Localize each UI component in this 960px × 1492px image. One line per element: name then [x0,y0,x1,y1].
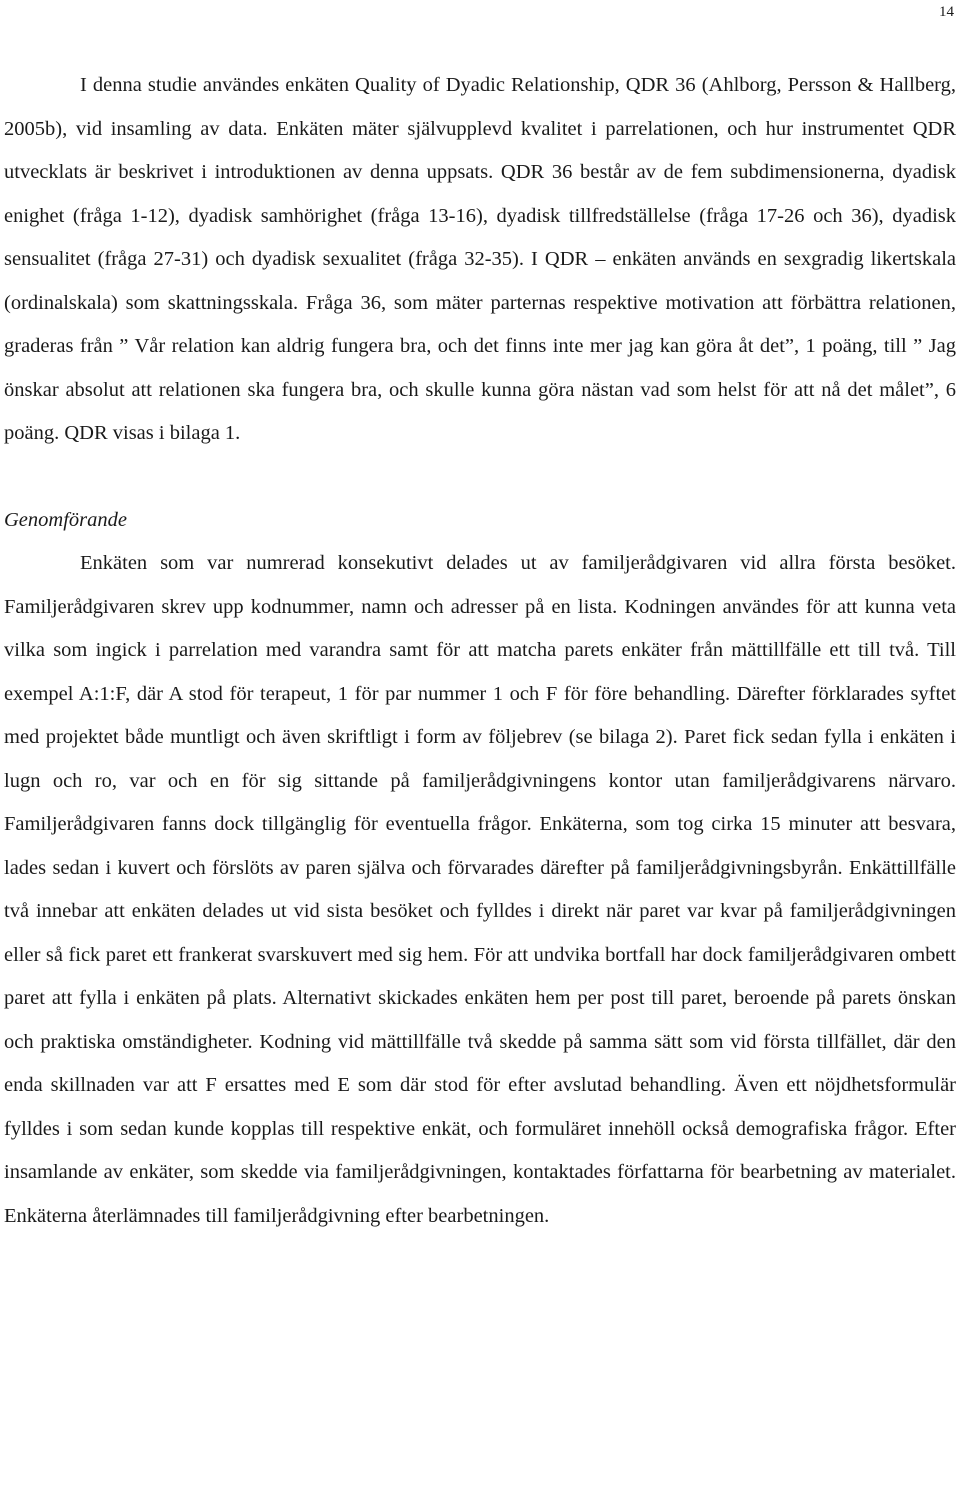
document-body [4,64,956,1238]
intro-paragraph: I denna studie användes enkäten Quality of Dyadic Relationship, QDR 36 (Ahlborg, Persson & Hallberg, 2005b), vid insamling av data. Enkäten mäter självupplevd kvalitet i parrelationen, och hur instrumentet QDR utvecklats är beskrivet i introduktionen av denna uppsats. QDR 36 består av de fem subdimensionerna, dyadisk enighet (fråga 1-12), dyadisk samhörighet (fråga 13-16), dyadisk tillfredställelse (fråga 17-26 och 36), dyadisk sensualitet (fråga 27-31) och dyadisk sexualitet (fråga 32-35). I QDR – enkäten används en sexgradig likertskala (ordinalskala) som skattningsskala. Fråga 36, som mäter parternas respektive motivation att förbättra relationen, graderas från ” Vår relation kan aldrig fungera bra, och det finns inte mer jag kan göra åt det”, 1 poäng, till ” Jag önskar absolut att relationen ska fungera bra, och skulle kunna göra nästan vad som helst för att nå det målet”, 6 poäng. QDR visas i bilaga 1. [4,74,956,444]
section-heading-genomforande: Genomförande [4,508,127,531]
genomforande-paragraph: Enkäten som var numrerad konsekutivt delades ut av familjerådgivaren vid allra första besöket. Familjerådgivaren skrev upp kodnummer, namn och adresser på en lista. Kodningen användes för att kunna veta vilka som ingick i parrelation med varandra samt för att matcha parets enkäter från mättillfälle ett till två. Till exempel A:1:F, där A stod för terapeut, 1 för par nummer 1 och F för före behandling. Därefter förklarades syftet med projektet både muntligt och även skriftligt i form av följebrev (se bilaga 2). Paret fick sedan fylla i enkäten i lugn och ro, var och en för sig sittande på familjerådgivningens kontor utan familjerådgivarens närvaro. Familjerådgivaren fanns dock tillgänglig för eventuella frågor. Enkäterna, som tog cirka 15 minuter att besvara, lades sedan i kuvert och förslöts av paren själva och förvarades därefter på familjerådgivningsbyrån. Enkättillfälle två innebar att enkäten delades ut vid sista besöket och fylldes i direkt när paret var kvar på familjerådgivningen eller så fick paret ett frankerat svarskuvert med sig hem. För att undvika bortfall har dock familjerådgivaren ombett paret att fylla i enkäten på plats. Alternativt skickades enkäten hem per post till paret, beroende på parets önskan och praktiska omständigheter. Kodning vid mättillfälle två skedde på samma sätt som vid första tillfället, där den enda skillnaden var att F ersattes med E som där stod för efter avslutad behandling. Även ett nöjdhetsformulär fylldes i som sedan kunde kopplas till respektive enkät, och formuläret innehöll också demografiska frågor. Efter insamlande av enkäter, som skedde via familjerådgivningen, kontaktades författarna för bearbetning av materialet. Enkäterna återlämnades till familjerådgivning efter bearbetningen. [4,552,956,1227]
page-number: 14 [939,4,954,20]
